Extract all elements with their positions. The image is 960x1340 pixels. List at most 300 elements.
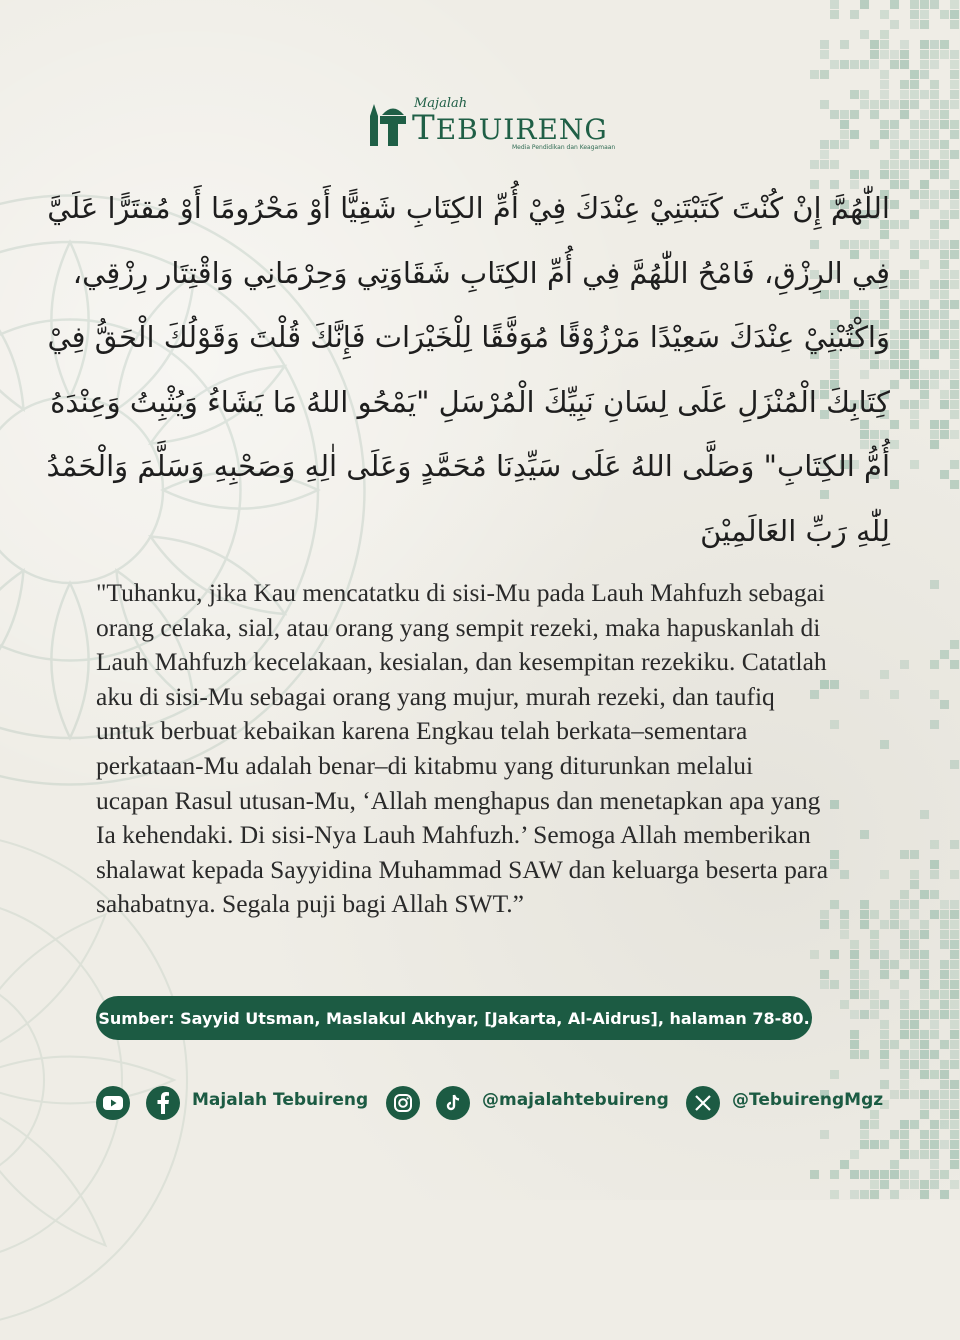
pattern-pixel [930,50,939,59]
pattern-pixel [890,960,899,969]
pattern-pixel [950,350,959,359]
tiktok-icon[interactable] [436,1086,470,1120]
pattern-pixel [920,370,929,379]
pattern-pixel [820,980,829,989]
pattern-pixel [940,260,949,269]
pattern-pixel [870,140,879,149]
pattern-pixel [910,20,919,29]
pattern-pixel [910,0,919,9]
pattern-pixel [920,330,929,339]
pattern-pixel [900,890,909,899]
pattern-pixel [940,370,949,379]
pattern-pixel [880,950,889,959]
pattern-pixel [930,220,939,229]
pattern-pixel [870,950,879,959]
pattern-pixel [940,100,949,109]
pattern-pixel [820,150,829,159]
pattern-pixel [860,60,869,69]
pattern-pixel [950,1110,959,1119]
pattern-pixel [930,40,939,49]
pattern-pixel [850,960,859,969]
pattern-pixel [920,130,929,139]
pattern-pixel [920,140,929,149]
pattern-pixel [920,0,929,9]
pattern-pixel [950,950,959,959]
pattern-pixel [900,1000,909,1009]
pattern-pixel [870,60,879,69]
pattern-pixel [900,1020,909,1029]
pattern-pixel [920,1000,929,1009]
pattern-pixel [940,330,949,339]
pattern-pixel [940,340,949,349]
pattern-pixel [880,1000,889,1009]
pattern-pixel [920,160,929,169]
pattern-pixel [910,240,919,249]
pattern-pixel [910,1090,919,1099]
pattern-pixel [920,350,929,359]
pattern-pixel [910,930,919,939]
pattern-pixel [920,400,929,409]
pattern-pixel [950,910,959,919]
pattern-pixel [900,1050,909,1059]
pattern-pixel [930,1100,939,1109]
instagram-icon[interactable] [386,1086,420,1120]
pattern-pixel [950,640,959,649]
pattern-pixel [820,100,829,109]
pattern-pixel [950,370,959,379]
pattern-pixel [910,130,919,139]
pattern-pixel [880,70,889,79]
pattern-pixel [940,420,949,429]
pattern-pixel [900,900,909,909]
pattern-pixel [930,0,939,9]
pattern-pixel [870,990,879,999]
pattern-pixel [910,870,919,879]
pattern-pixel [950,1130,959,1139]
pattern-pixel [910,190,919,199]
pattern-pixel [910,120,919,129]
pattern-pixel [950,280,959,289]
pattern-pixel [940,170,949,179]
pattern-pixel [920,90,929,99]
pattern-pixel [910,70,919,79]
pattern-pixel [930,1120,939,1129]
pattern-pixel [950,1030,959,1039]
pattern-pixel [930,130,939,139]
pattern-pixel [860,30,869,39]
pattern-pixel [920,240,929,249]
pattern-pixel [920,310,929,319]
pattern-pixel [950,130,959,139]
pattern-pixel [900,1140,909,1149]
pattern-pixel [920,1060,929,1069]
pattern-pixel [910,410,919,419]
pattern-pixel [910,940,919,949]
pattern-pixel [950,330,959,339]
pattern-pixel [910,950,919,959]
pattern-pixel [920,1100,929,1109]
pattern-pixel [950,390,959,399]
pattern-pixel [950,1060,959,1069]
pattern-pixel [940,650,949,659]
pattern-pixel [930,290,939,299]
pattern-pixel [850,940,859,949]
pattern-pixel [920,1050,929,1059]
brand-name-initial: T [412,108,436,148]
pattern-pixel [890,1040,899,1049]
pattern-pixel [860,1130,869,1139]
pattern-pixel [920,180,929,189]
pattern-pixel [950,760,959,769]
pattern-pixel [940,270,949,279]
pattern-pixel [950,870,959,879]
pattern-pixel [900,170,909,179]
pattern-pixel [910,360,919,369]
facebook-handle[interactable]: Majalah Tebuireng [192,1090,369,1110]
pattern-pixel [830,950,839,959]
pattern-pixel [930,280,939,289]
pattern-pixel [930,140,939,149]
pattern-pixel [950,1150,959,1159]
pattern-pixel [950,120,959,129]
pattern-pixel [920,970,929,979]
source-text: Sumber: Sayyid Utsman, Maslakul Akhyar, [Jakarta, Al-Aidrus], halaman 78-80. [98,1008,810,1028]
pattern-pixel [860,970,869,979]
pattern-pixel [840,110,849,119]
social-footer [96,1084,884,1124]
translation-line: aku di sisi-Mu sebagai orang yang mujur, murah rezeki, dan taufiq [96,681,775,711]
pattern-pixel [900,310,909,319]
pattern-pixel [940,140,949,149]
instagram-tiktok-handle[interactable]: @majalahtebuireng [482,1090,669,1110]
pattern-pixel [890,0,899,9]
pattern-pixel [860,0,869,9]
pattern-pixel [930,910,939,919]
pattern-pixel [900,340,909,349]
pattern-pixel [930,580,939,589]
pattern-pixel [930,110,939,119]
pattern-pixel [950,460,959,469]
pattern-pixel [920,990,929,999]
pattern-pixel [910,370,919,379]
pattern-pixel [930,370,939,379]
pattern-pixel [920,390,929,399]
pattern-pixel [900,920,909,929]
pattern-pixel [840,930,849,939]
pattern-pixel [940,930,949,939]
pattern-pixel [940,50,949,59]
brand-name-rest: EBUIRENG [435,113,608,146]
pattern-pixel [940,400,949,409]
pattern-pixel [910,420,919,429]
pattern-pixel [930,440,939,449]
pattern-pixel [890,280,899,289]
translation-line: Ia kehendaki. Di sisi-Nya Lauh Mahfuzh.’ Semoga Allah memberikan [96,820,811,850]
pattern-pixel [950,210,959,219]
pattern-pixel [880,1050,889,1059]
pattern-pixel [870,1000,879,1009]
pattern-pixel [930,1150,939,1159]
pattern-pixel [950,480,959,489]
pattern-pixel [830,60,839,69]
pattern-pixel [870,940,879,949]
arabic-line: لِلّٰهِ رَبِّ العَالَمِيْنَ [700,513,890,548]
pattern-pixel [900,350,909,359]
pattern-pixel [940,1070,949,1079]
pattern-pixel [920,1190,929,1199]
pattern-pixel [870,1010,879,1019]
youtube-icon[interactable] [96,1086,130,1120]
pattern-pixel [850,1170,859,1179]
pattern-pixel [920,150,929,159]
pattern-pixel [940,390,949,399]
facebook-icon[interactable] [146,1086,180,1120]
pattern-pixel [830,160,839,169]
pattern-pixel [890,380,899,389]
pattern-pixel [940,1140,949,1149]
pattern-pixel [950,990,959,999]
pattern-pixel [940,300,949,309]
pattern-pixel [910,1120,919,1129]
pattern-pixel [860,980,869,989]
pattern-pixel [930,120,939,129]
pattern-pixel [940,240,949,249]
pattern-pixel [910,100,919,109]
pattern-pixel [880,1020,889,1029]
pattern-pixel [820,140,829,149]
pattern-pixel [910,10,919,19]
pattern-pixel [950,920,959,929]
pattern-pixel [840,60,849,69]
pattern-pixel [930,720,939,729]
pattern-pixel [880,1030,889,1039]
translation-line: shalawat kepada Sayyidina Muhammad SAW dan keluarga beserta para [96,854,829,884]
pattern-pixel [920,1040,929,1049]
pattern-pixel [920,120,929,129]
pattern-pixel [920,320,929,329]
pattern-pixel [880,1180,889,1189]
pattern-pixel [910,1030,919,1039]
arabic-line: وَاكْتُبْنِيْ عِنْدَكَ سَعِيْدًا مَرْزُوْقًا مُوَفَّقًا لِلْخَيْرَات فَإِنَّكَ قُلْتَ وَقَوْلُكَ الْحَقُّ فِيْ [47,320,890,354]
pattern-pixel [930,1070,939,1079]
pattern-pixel [940,280,949,289]
pattern-pixel [880,10,889,19]
pattern-pixel [810,70,819,79]
pattern-pixel [940,1000,949,1009]
pattern-pixel [930,1160,939,1169]
brand-tagline: Media Pendidikan dan Keagamaan [512,144,616,151]
pattern-pixel [870,1170,879,1179]
pattern-pixel [890,20,899,29]
pattern-pixel [850,1150,859,1159]
pattern-pixel [850,1050,859,1059]
pattern-pixel [940,1090,949,1099]
pattern-pixel [810,160,819,169]
pattern-pixel [860,1190,869,1199]
pattern-pixel [930,350,939,359]
pattern-pixel [940,310,949,319]
pattern-pixel [810,950,819,959]
pattern-pixel [850,990,859,999]
pattern-pixel [900,160,909,169]
pattern-pixel [890,220,899,229]
translation-line: sahabatnya. Segala puji bagi Allah SWT.” [96,889,524,919]
pattern-pixel [930,420,939,429]
pattern-pixel [920,60,929,69]
pattern-pixel [950,380,959,389]
pattern-pixel [910,1040,919,1049]
pattern-pixel [930,870,939,879]
pattern-pixel [930,60,939,69]
x-handle[interactable]: @TebuirengMgz [732,1090,884,1110]
pattern-pixel [930,1020,939,1029]
translation-text [96,576,896,922]
pattern-pixel [840,1160,849,1169]
pattern-pixel [880,1040,889,1049]
pattern-pixel [920,380,929,389]
pattern-pixel [820,160,829,169]
pattern-pixel [940,1060,949,1069]
pattern-pixel [940,10,949,19]
pattern-pixel [880,1080,889,1089]
x-icon[interactable] [686,1086,720,1120]
pattern-pixel [860,1010,869,1019]
pattern-pixel [920,950,929,959]
pattern-pixel [880,1060,889,1069]
pattern-pixel [920,1090,929,1099]
pattern-pixel [890,1090,899,1099]
pattern-pixel [950,1040,959,1049]
arabic-line: اللّٰهُمَّ إِنْ كُنْتَ كَتَبْتَنِيْ عِنْدَكَ فِيْ أُمِّ الكِتَابِ شَقِيًّا أَوْ مَحْرُومًا أَوْ مُقتَرًّا عَلَيَّ [47,191,890,225]
translation-line: "Tuhanku, jika Kau mencatatku di sisi-Mu pada Lauh Mahfuzh sebagai [96,578,825,607]
pattern-pixel [900,180,909,189]
pattern-pixel [830,0,839,9]
translation-line: untuk berbuat kebaikan karena Engkau telah berkata–sementara [96,716,748,746]
pattern-pixel [890,200,899,209]
pattern-pixel [850,130,859,139]
pattern-pixel [820,40,829,49]
pattern-pixel [830,10,839,19]
pattern-pixel [950,840,959,849]
pattern-pixel [850,1010,859,1019]
pattern-pixel [860,990,869,999]
pattern-pixel [910,90,919,99]
pattern-pixel [940,1170,949,1179]
pattern-pixel [900,1130,909,1139]
pattern-pixel [850,980,859,989]
pattern-pixel [940,1010,949,1019]
pattern-pixel [900,330,909,339]
pattern-pixel [950,930,959,939]
pattern-pixel [890,330,899,339]
pattern-pixel [950,1180,959,1189]
pattern-pixel [900,990,909,999]
pattern-pixel [950,1080,959,1089]
pattern-pixel [900,140,909,149]
pattern-pixel [910,1020,919,1029]
pattern-pixel [920,1140,929,1149]
pattern-pixel [900,370,909,379]
pattern-pixel [910,960,919,969]
pattern-pixel [940,1110,949,1119]
pattern-pixel [930,340,939,349]
pattern-pixel [900,1150,909,1159]
pattern-pixel [950,410,959,419]
pattern-pixel [860,1170,869,1179]
pattern-pixel [930,1180,939,1189]
pattern-pixel [900,1090,909,1099]
pattern-pixel [940,940,949,949]
pattern-pixel [910,280,919,289]
pattern-pixel [920,1110,929,1119]
pattern-pixel [950,240,959,249]
pattern-pixel [900,850,909,859]
pattern-pixel [900,100,909,109]
pattern-pixel [940,1190,949,1199]
source-badge [96,996,812,1040]
pattern-pixel [910,880,919,889]
pattern-pixel [950,60,959,69]
pattern-pixel [900,1030,909,1039]
pattern-pixel [930,1090,939,1099]
pattern-pixel [930,1170,939,1179]
pattern-pixel [930,1030,939,1039]
pattern-pixel [820,1130,829,1139]
pattern-pixel [940,430,949,439]
pattern-pixel [910,1010,919,1019]
pattern-pixel [830,140,839,149]
pattern-pixel [950,900,959,909]
pattern-pixel [930,160,939,169]
pattern-pixel [910,910,919,919]
pattern-pixel [920,1130,929,1139]
pattern-pixel [920,40,929,49]
pattern-pixel [930,1050,939,1059]
pattern-pixel [940,920,949,929]
arabic-line: أُمُّ الكِتَابِ" وَصَلَّى اللهُ عَلَى سَيِّدِنَا مُحَمَّدٍ وَعَلَى اٰلِهِ وَصَحْبِهِ وَسَلَّمَ وَالْحَمْدُ [46,449,890,483]
pattern-pixel [950,180,959,189]
pattern-pixel [890,340,899,349]
pattern-pixel [950,1010,959,1019]
pattern-pixel [900,50,909,59]
pattern-pixel [950,660,959,669]
pattern-pixel [900,950,909,959]
pattern-pixel [950,270,959,279]
pattern-pixel [920,1150,929,1159]
pattern-pixel [940,960,949,969]
arabic-prayer [46,176,890,563]
pattern-pixel [870,100,879,109]
pattern-pixel [900,360,909,369]
pattern-pixel [950,90,959,99]
pattern-pixel [880,30,889,39]
pattern-pixel [930,430,939,439]
pattern-pixel [830,1190,839,1199]
pattern-pixel [940,110,949,119]
pattern-pixel [890,140,899,149]
pattern-pixel [880,50,889,59]
pattern-pixel [910,300,919,309]
pattern-pixel [910,210,919,219]
pattern-pixel [950,20,959,29]
pattern-pixel [940,40,949,49]
pattern-pixel [910,270,919,279]
pattern-pixel [940,1100,949,1109]
pattern-pixel [820,70,829,79]
pattern-pixel [950,1090,959,1099]
pattern-pixel [850,60,859,69]
pattern-pixel [880,160,889,169]
